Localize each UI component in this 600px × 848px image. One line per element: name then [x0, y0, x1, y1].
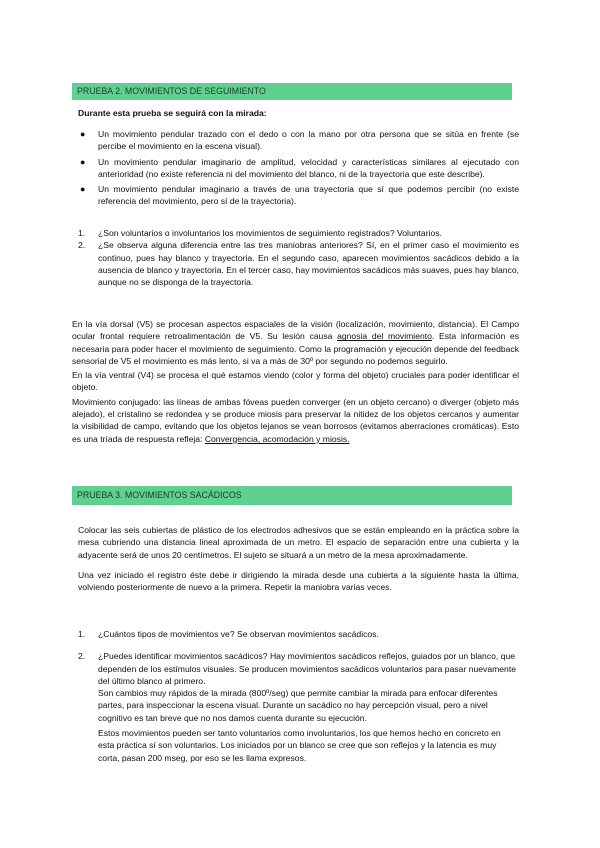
q2-answer-part-1: ¿Puedes identificar movimientos sacádicos? Hay movimientos sacádicos reflejos, guiados por un blanco, que dependen de los estímulos visuales. Se producen movimientos sacádicos voluntarios para pasar nuevamente del último blanco al primero.: [98, 651, 516, 686]
bullet-item: ● Un movimiento pendular trazado con el dedo o con la mano por otra persona que se sitúa en frente (se percibe el movimiento en la escena visual).: [80, 129, 519, 152]
bullet-item: ● Un movimiento pendular imaginario de amplitud, velocidad y características similares al ejecutado con anterioridad (no existe referencia ni del movimiento del blanco, ni de la trayectoria que este describe).: [80, 156, 519, 179]
theory-paragraph-dorsal: En la vía dorsal (V5) se procesan aspectos espaciales de la visión (localización, movimiento, distancia). El Campo ocular frontal requiere retroalimentación de V5. Su lesión causa agnosia del movimiento. Esta información es necesaria para poder hacer el movimiento de seguimiento. Como la programación y ejecución depende del feedback sensorial de V5 el movimiento es más lento, si va a más de 30º por segundo no podemos seguirlo.: [72, 319, 519, 366]
q2-answer-part-3: Estos movimientos pueden ser tanto voluntarios como involuntarios, los que hemos hecho en concreto en esta práctica sí son voluntarios. Los iniciados por un blanco se cree que son reflejos y la latencia es muy corta, pasan 200 mseg, por eso se les llama expresos.: [98, 728, 501, 763]
bullet-icon: ●: [80, 184, 86, 195]
theory-paragraph-conjugado: Movimiento conjugado: las líneas de ambas fóveas pueden converger (en un objeto cercano) o diverger (objeto más alejado), el cristalino se redondea y se produce miosis para preservar la nitidez de los objetos cercanos y aumentar la visibilidad de campo, evitando que los objetos lejanos se vean borrosos (evitamos aberraciones cromáticas). Esto es una tríada de respuesta refleja: Convergencia, acomodación y miosis.: [72, 396, 519, 444]
prueba-2-question-list: [78, 227, 519, 288]
question-item: 1. ¿Son voluntarios o involuntarios los movimientos de seguimiento registrados? Voluntarios.: [78, 228, 442, 238]
section-header-prueba-2: PRUEBA 2. MOVIMIENTOS DE SEGUIMIENTO: [72, 83, 512, 100]
question-item: 2. ¿Puedes identificar movimientos sacádicos? Hay movimientos sacádicos reflejos, guiados por un blanco, que dependen de los estímulos visuales. Se producen movimientos sacádicos voluntarios para pasar nuevamente del último blanco al primero. Son cambios muy rápidos de la mirada (800º/seg) que permite cambiar la mirada para enfocar diferentes partes, para inspeccionar la escena visual. Durante un sacádico no hay percepción visual, pero a nivel cognitivo es tan breve que no nos damos cuenta durante su ejecución. Estos movimientos pueden ser tanto voluntarios como involuntarios, los que hemos hecho en concreto en esta práctica sí son voluntarios. Los iniciados por un blanco se cree que son reflejos y la latencia es muy corta, pasan 200 mseg, por eso se les llama expresos.: [78, 650, 519, 764]
bullet-item: ● Un movimiento pendular imaginario a través de una trayectoria que sí que podemos percibir (no existe referencia del movimiento, pero sí de la trayectoria).: [80, 184, 519, 207]
triada-link[interactable]: Convergencia, acomodación y miosis.: [204, 433, 350, 444]
section-header-prueba-3: PRUEBA 3. MOVIMIENTOS SACÁDICOS: [72, 486, 512, 505]
bullet-icon: ●: [80, 129, 86, 139]
prueba-2-intro: [78, 107, 518, 119]
theory-paragraph-ventral: En la vía ventral (V4) se procesa el qué estamos viendo (color y forma del objeto) cruciales para poder identificar el objeto.: [72, 370, 519, 393]
agnosia-link[interactable]: agnosia del movimiento: [337, 331, 432, 342]
question-item: 2. ¿Se observa alguna diferencia entre las tres maniobras anteriores? Sí, en el primer caso el movimiento es continuo, pues hay blanco y trayectoria. En el segundo caso, aparecen movimientos sacádicos debido a la ausencia de blanco y trayectoria. En el tercer caso, hay movimientos sacádicos más suaves, pues hay blanco, aunque no se disponga de la trayectoria.: [78, 240, 519, 288]
prueba-3-paragraph-2: Una vez iniciado el registro éste debe ir dirigiendo la mirada desde una cubierta a la siguiente hasta la última, volviendo posteriormente de nuevo a la primera. Repetir la maniobra varias veces.: [78, 569, 519, 593]
prueba-3-instructions: [78, 524, 519, 593]
question-item: 1. ¿Cuántos tipos de movimientos ve? Se observan movimientos sacádicos.: [78, 629, 379, 639]
theory-section: [72, 318, 519, 445]
bullet-icon: ●: [80, 156, 86, 167]
q2-answer-part-2: Son cambios muy rápidos de la mirada (800º/seg) que permite cambiar la mirada para enfocar diferentes partes, para inspeccionar la escena visual. Durante un sacádico no hay percepción visual, pero a nivel cognitivo es tan breve que no nos damos cuenta durante su ejecución.: [98, 688, 498, 723]
prueba-3-question-list: [78, 628, 519, 764]
prueba-2-intro-text: Durante esta prueba se seguirá con la mirada:: [78, 108, 267, 118]
prueba-2-bullet-list: [78, 128, 519, 211]
prueba-3-paragraph-1: Colocar las seis cubiertas de plástico de los electrodos adhesivos que se están empleando en la práctica sobre la mesa cubriendo una distancia lineal aproximada de un metro. El espacio de separación entre una cubierta y la adyacente será de unos 20 centímetros. El sujeto se situará a un metro de la mesa aproximadamente.: [78, 525, 519, 560]
